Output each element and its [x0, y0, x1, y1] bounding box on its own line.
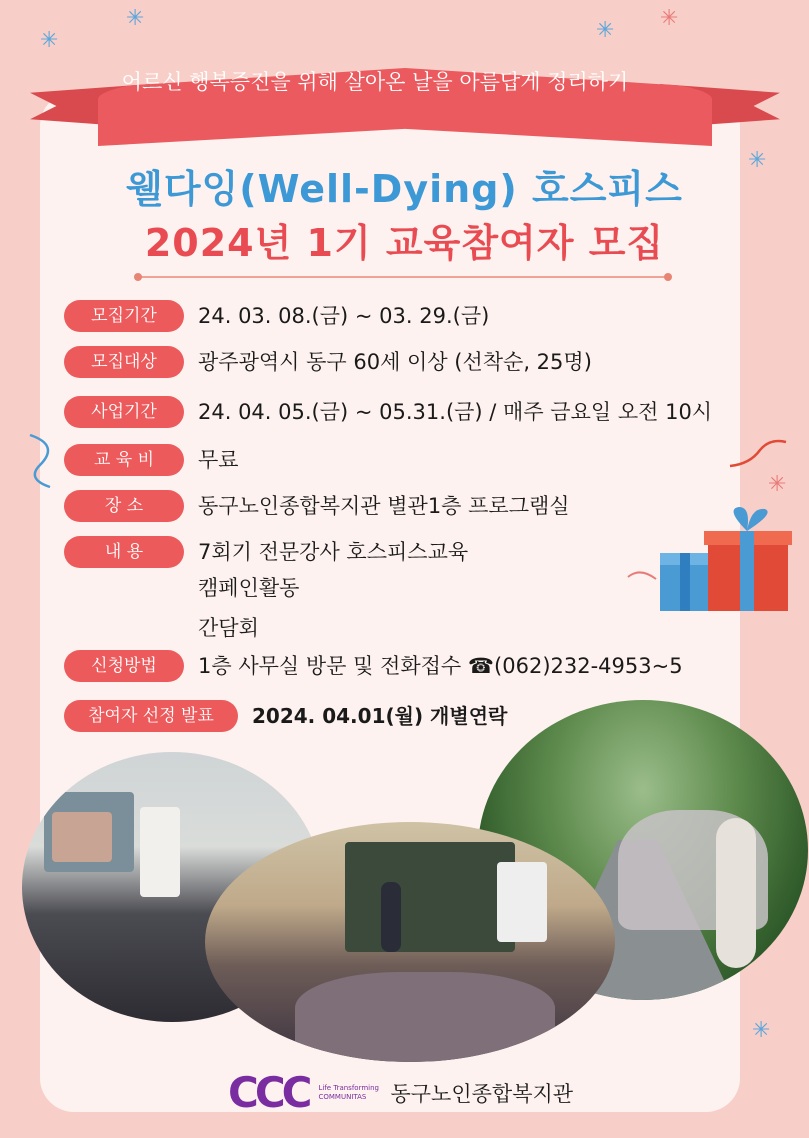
label-pill: 모집대상: [64, 346, 184, 378]
detail-row-content: [64, 536, 468, 648]
detail-value: 광주광역시 동구 60세 이상 (선착순, 25명): [198, 350, 592, 374]
sparkle-icon: ✳: [768, 472, 787, 497]
label-pill: 신청방법: [64, 650, 184, 682]
content-line: 캠페인활동: [198, 576, 300, 600]
detail-value: 무료: [198, 448, 239, 472]
lecture-photo-center: [205, 822, 615, 1062]
org-logo: CCC: [228, 1068, 309, 1117]
logo-subtitle: Life Transforming COMMUNITAS: [318, 1083, 379, 1101]
detail-row-target: [64, 346, 592, 378]
detail-row-apply: [64, 650, 683, 682]
detail-row-announce: [64, 700, 507, 732]
footer: [228, 1068, 573, 1117]
sparkle-icon: ✳: [40, 28, 59, 53]
label-pill: 사업기간: [64, 396, 184, 428]
sparkle-icon: ✳: [752, 1018, 771, 1043]
sparkle-icon: ✳: [748, 148, 767, 173]
label-pill: 모집기간: [64, 300, 184, 332]
detail-value: 2024. 04.01(월) 개별연락: [252, 704, 508, 728]
sparkle-icon: ✳: [660, 6, 679, 31]
detail-value: 동구노인종합복지관 별관1층 프로그램실: [198, 494, 570, 518]
detail-row-program-period: [64, 396, 712, 428]
detail-row-fee: [64, 444, 239, 476]
title-line-1: 웰다잉(Well-Dying) 호스피스: [126, 167, 683, 211]
detail-row-location: [64, 490, 570, 522]
label-pill: 장 소: [64, 490, 184, 522]
detail-value: [198, 536, 468, 648]
title-divider: [138, 276, 668, 278]
detail-value: 24. 03. 08.(금) ~ 03. 29.(금): [198, 304, 490, 328]
label-pill: 참여자 선정 발표: [64, 700, 238, 732]
detail-value: 24. 04. 05.(금) ~ 05.31.(금) / 매주 금요일 오전 10시: [198, 400, 713, 424]
sparkle-icon: ✳: [126, 6, 145, 31]
detail-row-recruit-period: [64, 300, 489, 332]
divider-dot: [664, 273, 672, 281]
content-line: 간담회: [198, 616, 259, 640]
label-pill: 교 육 비: [64, 444, 184, 476]
detail-value: 1층 사무실 방문 및 전화접수 ☎(062)232-4953~5: [198, 654, 683, 678]
label-pill: 내 용: [64, 536, 184, 568]
divider-dot: [134, 273, 142, 281]
gift-icon: [620, 505, 800, 625]
swirl-decoration-icon: [728, 436, 788, 476]
content-line: 7회기 전문강사 호스피스교육: [198, 540, 469, 564]
swirl-decoration-icon: [20, 430, 70, 490]
sparkle-icon: ✳: [596, 18, 615, 43]
title-line-2: 2024년 1기 교육참여자 모집: [144, 221, 665, 265]
org-name: 동구노인종합복지관: [390, 1081, 574, 1106]
ribbon-text: 어르신 행복증진을 위해 살아온 날을 아름답게 정리하기: [121, 70, 629, 94]
